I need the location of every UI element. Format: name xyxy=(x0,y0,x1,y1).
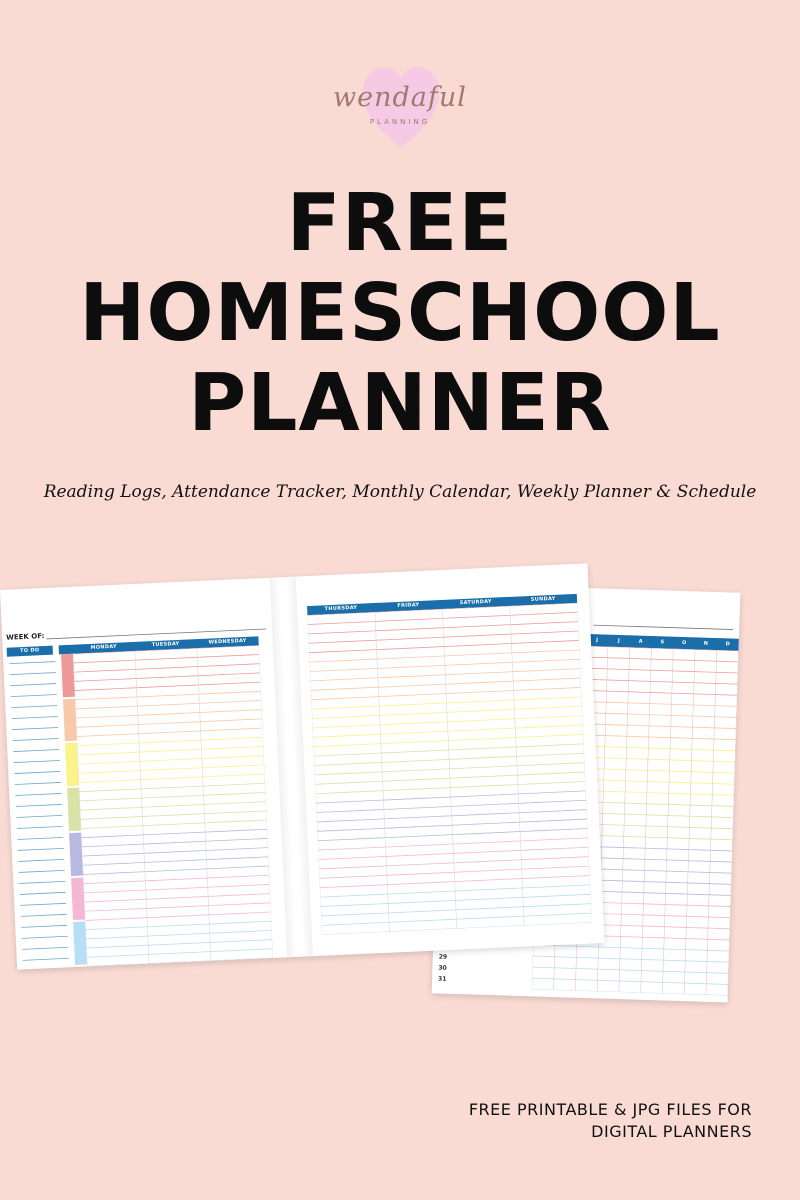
day-header-thursday: THURSDAY xyxy=(324,604,358,613)
tracker-row-number: 30 xyxy=(438,964,447,972)
tracker-month: O xyxy=(681,639,687,647)
tracker-row-number: 29 xyxy=(438,953,448,961)
left-week-grid xyxy=(73,645,273,966)
tracker-month: D xyxy=(725,641,731,648)
tracker-month: J xyxy=(596,637,599,644)
todo-lines xyxy=(7,657,71,969)
tracker-month: S xyxy=(660,639,665,646)
tracker-label-line xyxy=(593,624,733,630)
brand-logo xyxy=(325,62,475,157)
day-header-saturday: SATURDAY xyxy=(459,598,492,607)
spread-fold xyxy=(270,577,313,958)
tracker-month: A xyxy=(638,638,643,645)
subtitle: Reading Logs, Attendance Tracker, Monthly Calendar, Weekly Planner & Schedule xyxy=(43,482,757,502)
weekly-planner-preview xyxy=(0,563,605,972)
footer-note xyxy=(469,1099,752,1143)
week-of-label: WEEK OF: xyxy=(5,632,45,642)
tracker-row-number: 31 xyxy=(437,975,447,983)
title-line-3: PLANNER xyxy=(188,357,612,449)
title-line-1: FREE xyxy=(286,177,514,269)
title-line-2: HOMESCHOOL xyxy=(79,267,721,359)
tracker-month: J xyxy=(617,637,621,644)
day-header-monday: MONDAY xyxy=(90,643,118,651)
page-title xyxy=(0,178,800,448)
day-header-sunday: SUNDAY xyxy=(530,595,556,603)
day-header-tuesday: TUESDAY xyxy=(151,640,180,649)
brand-name: wendaful xyxy=(333,82,467,113)
todo-header: TO DO xyxy=(7,646,53,657)
brand-tagline: PLANNING xyxy=(369,118,431,126)
right-week-grid xyxy=(307,603,591,935)
footer-line-2: DIGITAL PLANNERS xyxy=(591,1122,752,1141)
footer-line-1: FREE PRINTABLE & JPG FILES FOR xyxy=(468,1100,752,1119)
day-header-wednesday: WEDNESDAY xyxy=(208,637,247,646)
day-header-friday: FRIDAY xyxy=(397,601,420,609)
tracker-month: N xyxy=(703,640,709,647)
